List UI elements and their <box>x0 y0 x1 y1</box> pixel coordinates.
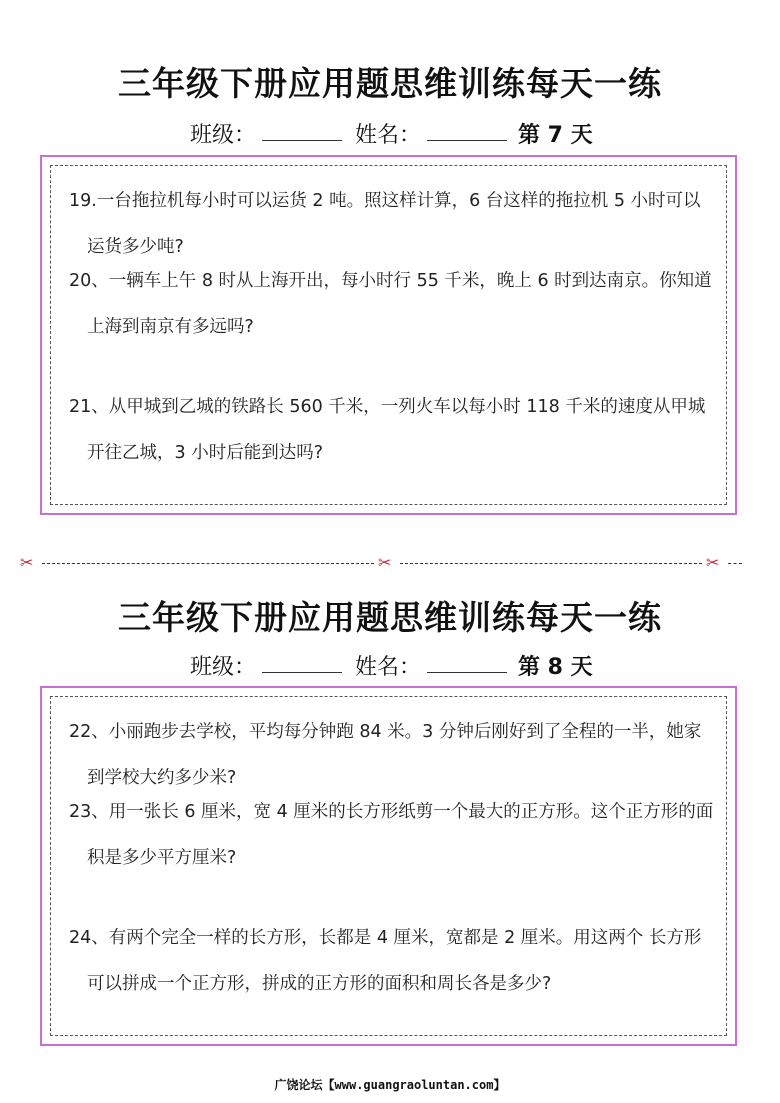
page-title-day-8: 三年级下册应用题思维训练每天一练 <box>118 598 662 637</box>
footer-site-name: 广饶论坛【 <box>274 1078 335 1092</box>
question-line: 积是多少平方厘米? <box>87 848 237 868</box>
question-line: 21、从甲城到乙城的铁路长 560 千米，一列火车以每小时 118 千米的速度从甲城 <box>69 397 706 417</box>
footer <box>0 1076 780 1093</box>
question-box-day-8 <box>40 686 737 1046</box>
question-23 <box>69 789 729 881</box>
footer-close: 】 <box>493 1078 506 1092</box>
question-line: 运货多少吨? <box>87 237 184 257</box>
question-line: 可以拼成一个正方形，拼成的正方形的面积和周长各是多少? <box>87 974 552 994</box>
question-24 <box>69 915 729 1007</box>
name-blank[interactable] <box>427 650 507 673</box>
question-box-inner <box>50 696 727 1036</box>
class-label: 班级： <box>190 123 257 148</box>
question-line: 23、用一张长 6 厘米，宽 4 厘米的长方形纸剪一个最大的正方形。这个正方形的面 <box>69 802 714 822</box>
question-20 <box>69 258 729 350</box>
scissors-icon: ✂ <box>706 553 720 572</box>
question-line: 22、小丽跑步去学校，平均每分钟跑 84 米。3 分钟后刚好到了全程的一半，她家 <box>69 722 702 742</box>
question-line: 上海到南京有多远吗? <box>87 317 254 337</box>
question-line: 开往乙城，3 小时后能到达吗? <box>87 443 323 463</box>
question-line: 20、一辆车上午 8 时从上海开出，每小时行 55 千米，晚上 6 时到达南京。你知道 <box>69 271 712 291</box>
question-box-inner <box>50 165 727 505</box>
class-label: 班级： <box>190 655 257 680</box>
info-row-day-8 <box>190 650 610 684</box>
question-22 <box>69 709 729 801</box>
class-blank[interactable] <box>262 650 342 673</box>
name-blank[interactable] <box>427 118 507 141</box>
info-row-day-7 <box>190 118 610 152</box>
divider <box>400 563 702 564</box>
divider <box>728 563 742 564</box>
question-box-day-7 <box>40 155 737 515</box>
page-title-day-7: 三年级下册应用题思维训练每天一练 <box>118 64 662 103</box>
divider <box>42 563 374 564</box>
question-19 <box>69 178 729 270</box>
question-line: 到学校大约多少米? <box>87 768 237 788</box>
scissors-icon: ✂ <box>20 553 34 572</box>
question-line: 24、有两个完全一样的长方形，长都是 4 厘米，宽都是 2 厘米。用这两个 长方形 <box>69 928 702 948</box>
name-label: 姓名： <box>355 123 422 148</box>
question-21 <box>69 384 729 476</box>
day-label: 第 8 天 <box>518 655 593 680</box>
day-label: 第 7 天 <box>518 123 593 148</box>
cut-line <box>0 555 780 571</box>
footer-url[interactable]: www.guangraoluntan.com <box>334 1078 494 1092</box>
scissors-icon: ✂ <box>378 553 392 572</box>
name-label: 姓名： <box>355 655 422 680</box>
class-blank[interactable] <box>262 118 342 141</box>
question-line: 19.一台拖拉机每小时可以运货 2 吨。照这样计算，6 台这样的拖拉机 5 小时可以 <box>69 191 701 211</box>
